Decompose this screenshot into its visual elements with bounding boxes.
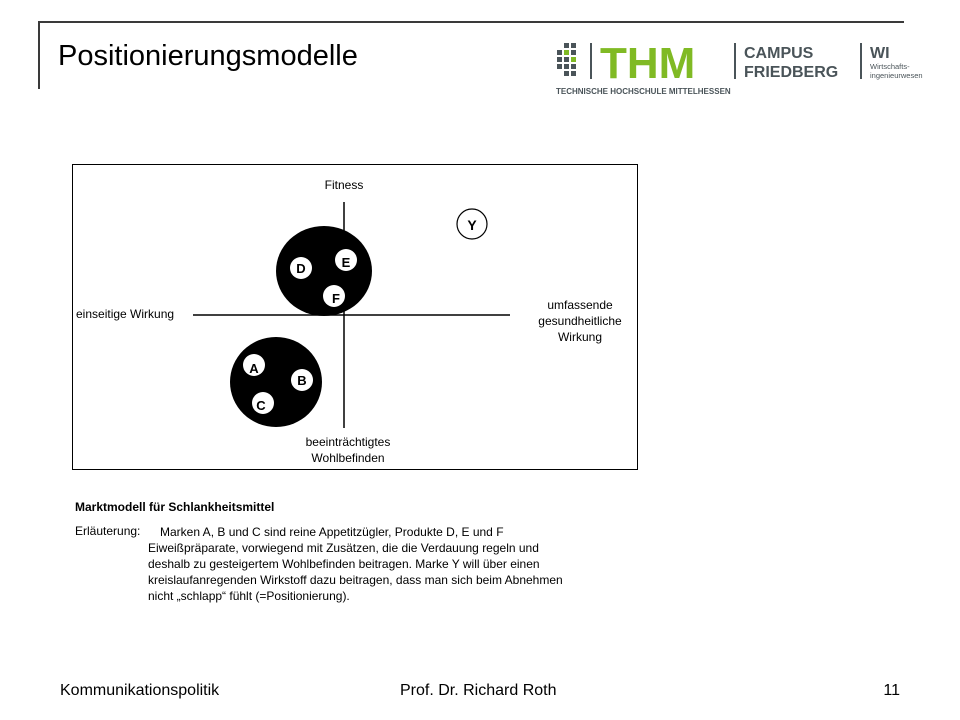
brand-a-label: A: [249, 361, 259, 376]
axis-label-right-line-1: umfassende: [547, 298, 613, 312]
brand-b-marker: [291, 369, 313, 391]
brand-c-marker: [252, 392, 274, 414]
brand-f-label: F: [332, 291, 340, 306]
footer-author: Prof. Dr. Richard Roth: [400, 682, 557, 699]
footer-page-number: 11: [883, 682, 900, 699]
logo-tagline: TECHNISCHE HOCHSCHULE MITTELHESSEN: [556, 87, 731, 96]
brand-b-label: B: [297, 373, 307, 388]
brand-y-marker: [457, 209, 487, 239]
brand-d-label: D: [296, 261, 306, 276]
axis-label-bottom-line-2: Wohlbefinden: [311, 451, 385, 465]
brand-e-label: E: [341, 255, 351, 270]
axis-label-left: einseitige Wirkung: [76, 307, 175, 321]
axis-label-right-line-3: Wirkung: [557, 330, 602, 344]
cluster-def: [276, 226, 372, 316]
brand-y-label: Y: [467, 217, 477, 233]
axis-label-bottom-line-1: beeinträchtigtes: [305, 435, 391, 449]
axis-label-right: [520, 297, 640, 345]
brand-c-label: C: [256, 398, 266, 413]
brand-a-marker: [243, 354, 265, 376]
axis-label-top: Fitness: [324, 178, 364, 192]
logo-wi-line2: ingenieurwesen: [870, 71, 923, 80]
axis-label-right-line-2: gesundheitliche: [538, 314, 622, 328]
explanation-line-1: Marken A, B und C sind reine Appetitzügler, Produkte D, E und F: [160, 525, 504, 539]
brand-f-marker: [323, 285, 345, 307]
logo-thm-text: THM: [600, 40, 696, 88]
brand-d-marker: [290, 257, 312, 279]
footer-course: Kommunikationspolitik: [60, 682, 220, 699]
brand-e-marker: [335, 249, 357, 271]
axis-label-bottom: [288, 434, 408, 466]
logo-wi-line1: Wirtschafts-: [870, 62, 910, 71]
explanation-line-5: nicht „schlapp“ fühlt (=Positionierung).: [148, 589, 350, 603]
explanation-label: Erläuterung:: [75, 524, 141, 538]
explanation-line-2: Eiweißpräparate, vorwiegend mit Zusätzen, die die Verdauung regeln und: [148, 541, 539, 555]
slide-title: Positionierungsmodelle: [58, 40, 358, 72]
logo-campus-text: CAMPUS: [744, 45, 814, 62]
logo-friedberg-text: FRIEDBERG: [744, 64, 839, 81]
explanation-line-3: deshalb zu gesteigertem Wohlbefinden beitragen. Marke Y will über einen: [148, 557, 540, 571]
logo-wi-text: WI: [870, 45, 890, 62]
explanation-line-4: kreislaufanregenden Wirkstoff dazu beitragen, dass man sich beim Abnehmen: [148, 573, 563, 587]
caption-title: Marktmodell für Schlankheitsmittel: [75, 500, 275, 514]
